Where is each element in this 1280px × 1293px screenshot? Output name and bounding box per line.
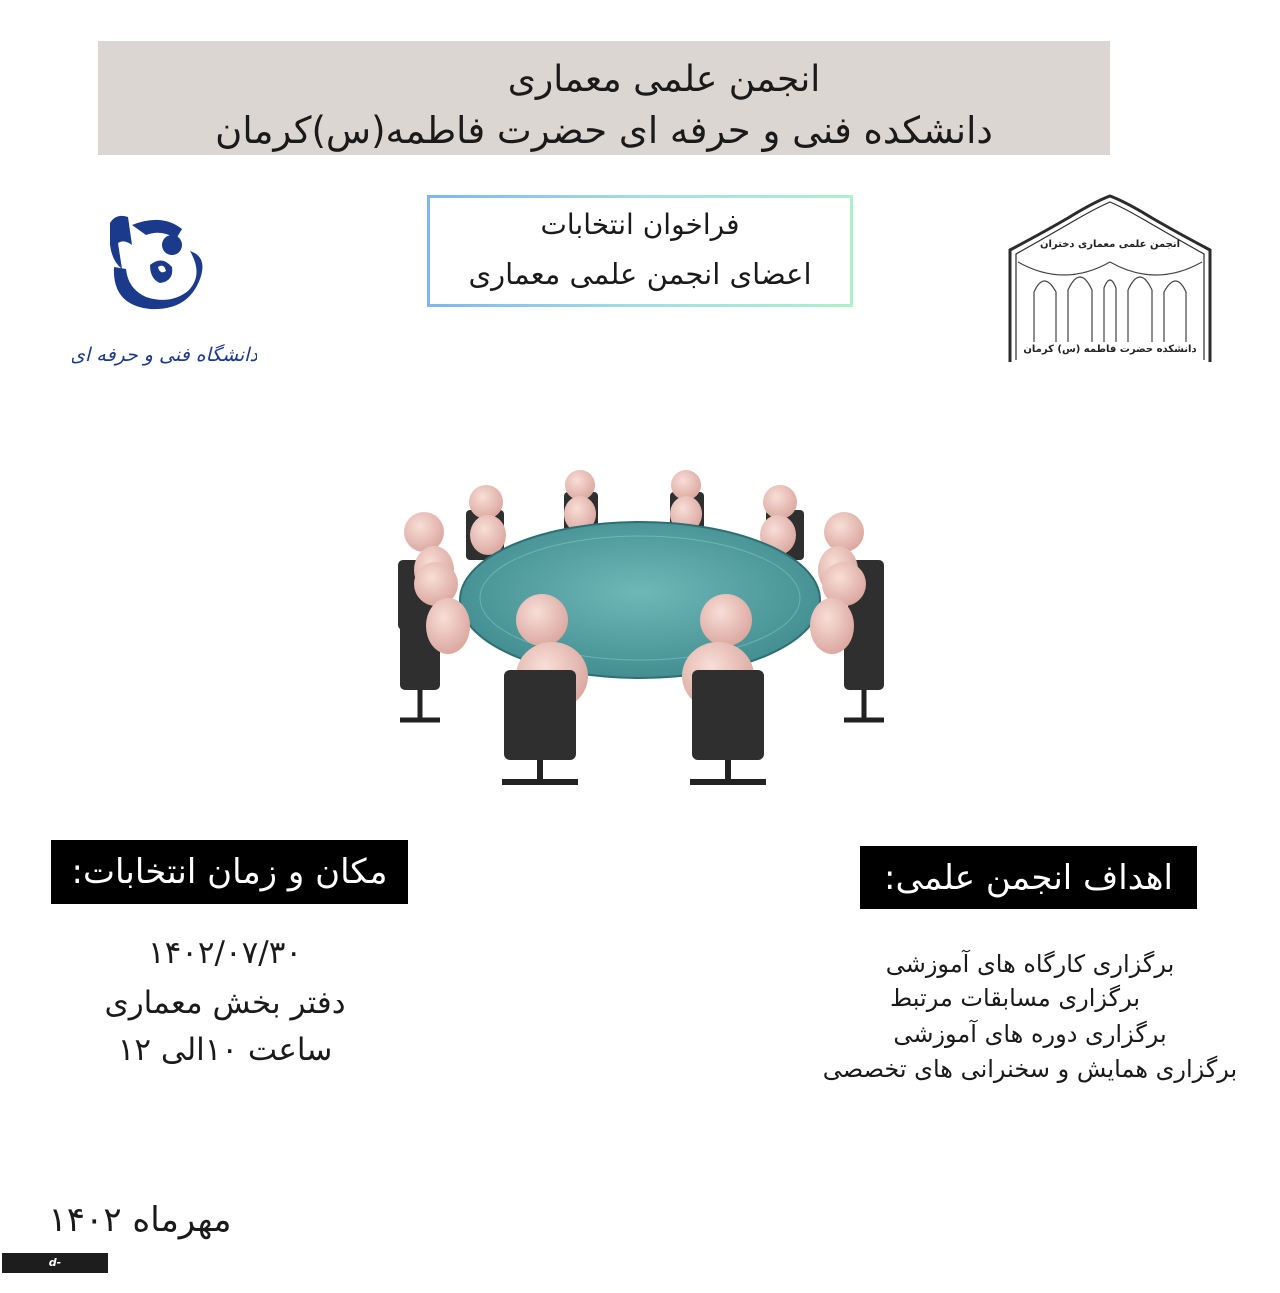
association-logo-top-text: انجمن علمی معماری دختران (1039, 239, 1181, 250)
footer-date: مهرماه ۱۴۰۲ (48, 1200, 232, 1240)
goals-label: اهداف انجمن علمی: (860, 846, 1197, 909)
call-subtitle: اعضای انجمن علمی معماری (468, 257, 812, 291)
election-label: مکان و زمان انتخابات: (51, 840, 408, 904)
association-logo (1004, 192, 1216, 368)
meeting-illustration (392, 450, 892, 795)
university-logo (72, 205, 257, 375)
goal-item: برگزاری کارگاه های آموزشی (885, 950, 1175, 978)
university-logo-text: دانشگاه فنی و حرفه ای (72, 344, 257, 366)
goal-item: برگزاری همایش و سخنرانی های تخصصی (822, 1055, 1238, 1083)
website-link[interactable]: d-kerman.tvu.ac.ir (2, 1253, 108, 1273)
call-title: فراخوان انتخابات (540, 208, 740, 241)
header-subtitle: دانشکده فنی و حرفه ای حضرت فاطمه(س)کرمان (215, 109, 993, 152)
header-title: انجمن علمی معماری (507, 59, 821, 100)
goal-item: برگزاری دوره های آموزشی (893, 1020, 1167, 1048)
election-place: دفتر بخش معماری (104, 985, 346, 1021)
association-logo-bottom-text: دانشکده حضرت فاطمه (س) کرمان (1023, 344, 1197, 355)
goal-item: برگزاری مسابقات مرتبط (890, 984, 1140, 1012)
election-date: ۱۴۰۲/۰۷/۳۰ (147, 935, 303, 971)
election-time: ساعت ۱۰الی ۱۲ (117, 1032, 333, 1068)
